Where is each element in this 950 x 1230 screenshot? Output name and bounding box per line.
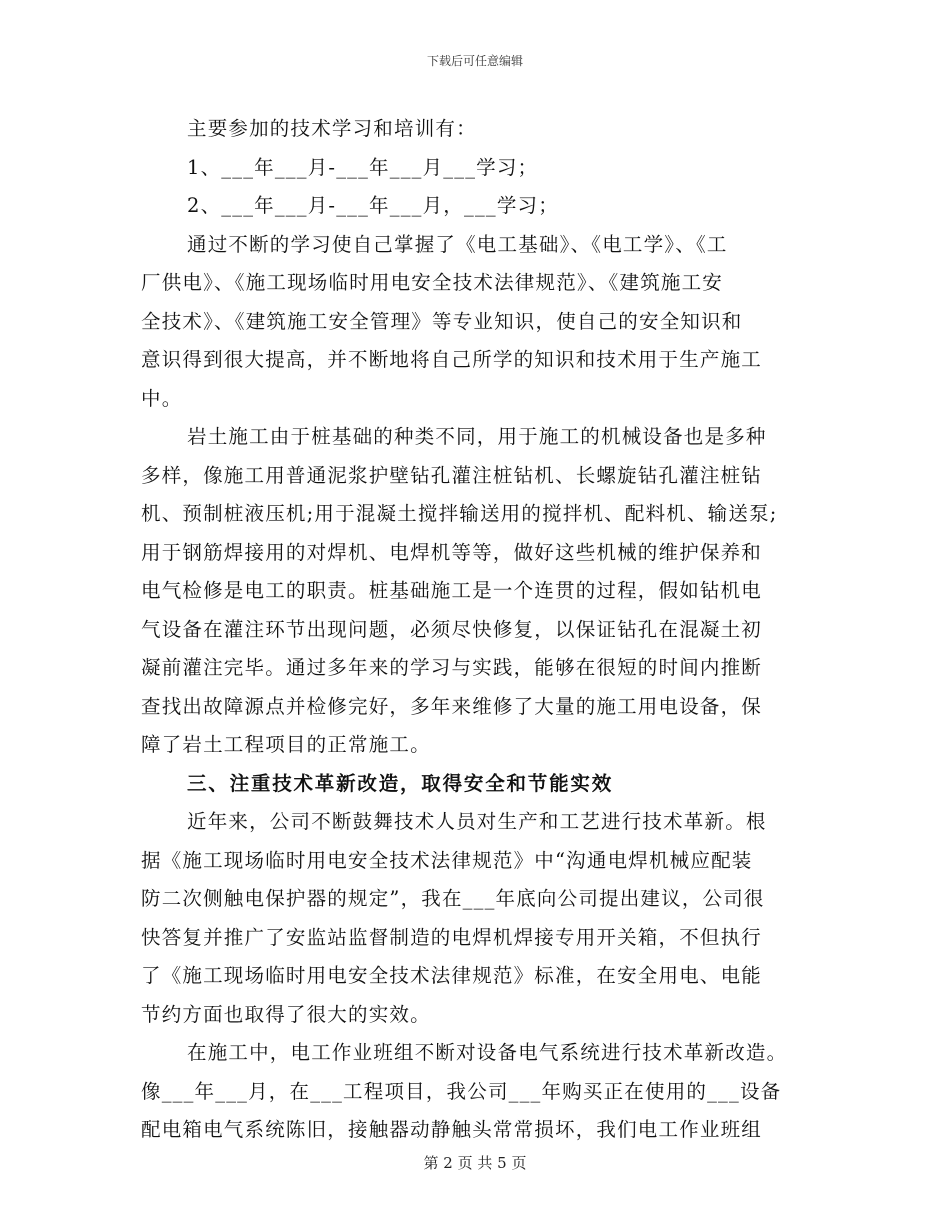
paragraph-line: 近年来，公司不断鼓舞技术人员对生产和工艺进行技术革新。根 (187, 810, 767, 833)
paragraph-line: 中。 (141, 386, 183, 410)
paragraph-line: 了《施工现场临时用电安全技术法律规范》标准，在安全用电、电能 (141, 964, 763, 987)
section-heading: 三、注重技术革新改造，取得安全和节能实效 (187, 771, 614, 795)
paragraph-line: 意识得到很大提高，并不断地将自己所学的知识和技术用于生产施工 (141, 348, 763, 371)
training-item-1: 1、___年___月-___年___月___学习； (187, 155, 539, 179)
paragraph-line: 机、预制桩液压机;用于混凝土搅拌输送用的搅拌机、配料机、输送泵; (141, 502, 778, 525)
paragraph-line: 障了岩土工程项目的正常施工。 (141, 733, 431, 756)
paragraph-line: 凝前灌注完毕。通过多年来的学习与实践，能够在很短的时间内推断 (141, 656, 763, 679)
paragraph-line: 查找出故障源点并检修完好，多年来维修了大量的施工用电设备，保 (141, 694, 763, 718)
page-footer: 第 2 页 共 5 页 (423, 1154, 527, 1172)
paragraph-line: 用于钢筋焊接用的对焊机、电焊机等等，做好这些机械的维护保养和 (141, 540, 763, 564)
paragraph-line: 在施工中，电工作业班组不断对设备电气系统进行技术革新改造。 (187, 1041, 788, 1064)
paragraph-line: 节约方面也取得了很大的实效。 (141, 1002, 431, 1026)
paragraph-line: 快答复并推广了安监站监督制造的电焊机焊接专用开关箱，不但执行 (141, 925, 763, 949)
document-body (141, 110, 826, 1150)
paragraph-line: 全技术》、《建筑施工安全管理》等专业知识，使自己的安全知识和 (141, 309, 743, 333)
paragraph-line: 气设备在灌注环节出现问题，必须尽快修复，以保证钻孔在混凝土初 (141, 617, 763, 641)
page-header: 下载后可任意编辑 (426, 54, 523, 68)
paragraph-line: 多样，像施工用普通泥浆护壁钻孔灌注桩钻机、长螺旋钻孔灌注桩钻 (141, 463, 763, 487)
paragraph-line: 电气检修是电工的职责。桩基础施工是一个连贯的过程，假如钻机电 (141, 579, 763, 602)
training-item-2: 2、___年___月-___年___月，___学习； (187, 194, 559, 217)
paragraph-line: 像___年___月，在___工程项目，我公司___年购买正在使用的___设备 (141, 1079, 782, 1103)
paragraph-line: 据《施工现场临时用电安全技术法律规范》中“沟通电焊机械应配装 (141, 848, 753, 872)
paragraph-line: 配电箱电气系统陈旧，接触器动静触头常常损坏，我们电工作业班组 (141, 1118, 763, 1141)
paragraph-line: 岩土施工由于桩基础的种类不同，用于施工的机械设备也是多种 (187, 425, 767, 448)
paragraph-line: 防二次侧触电保护器的规定”，我在___年底向公司提出建议，公司很 (141, 887, 765, 910)
paragraph-line: 通过不断的学习使自己掌握了《电工基础》、《电工学》、《工 (187, 232, 728, 256)
paragraph-line: 厂供电》、《施工现场临时用电安全技术法律规范》、《建筑施工安 (141, 271, 724, 294)
intro-line: 主要参加的技术学习和培训有： (187, 117, 477, 140)
